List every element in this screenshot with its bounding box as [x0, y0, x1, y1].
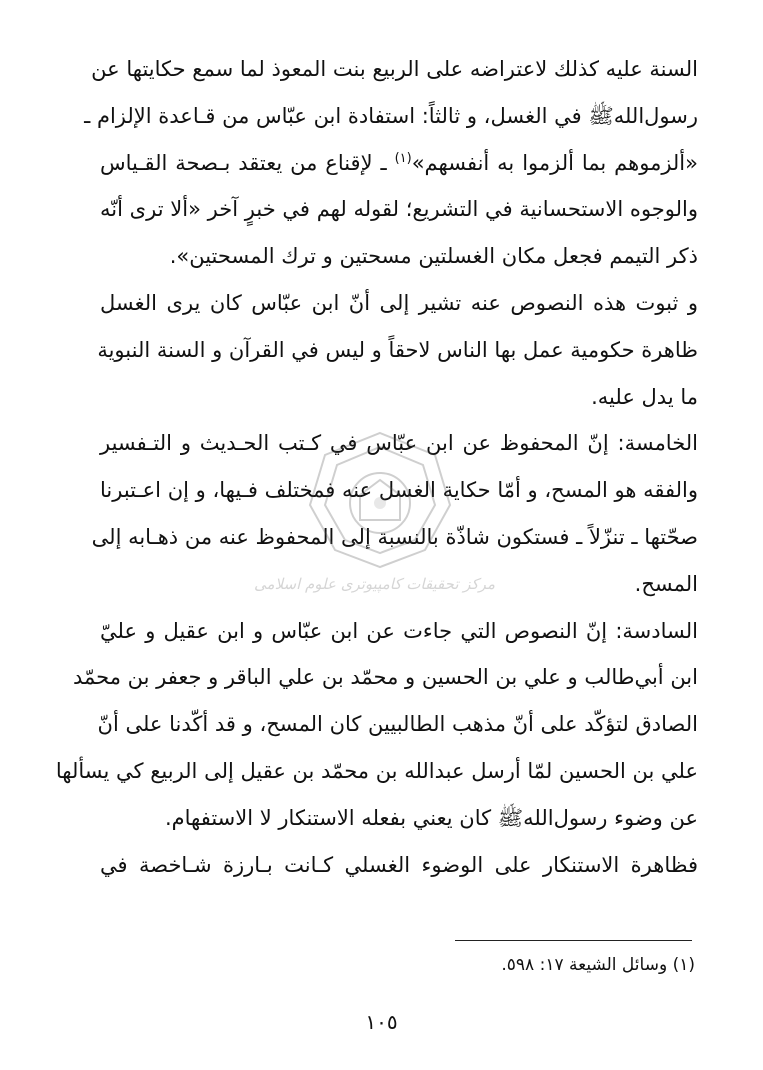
text-line: السنة عليه كذلك لاعتراضه على الربيع بنت المعوذ لما سمع حكايتها عن	[91, 57, 698, 81]
text-line: المسح.	[634, 571, 698, 596]
text-line: رسول‌اللهﷺ في الغسل، و ثالثاً: استفادة ابن عبّاس من قـاعدة الإلزام ـ	[84, 103, 698, 128]
paragraph-2	[97, 280, 698, 420]
text-line	[100, 140, 698, 187]
text-line-rest: ـ لإقناع من يعتقد بـصحة القـياس	[100, 150, 395, 175]
text-line: علي بن الحسين لمّا أرسل عبدالله بن محمّد بن عقيل إلى الربيع كي يسألها	[55, 758, 698, 783]
page-number: ١٠٥	[365, 1010, 398, 1034]
paragraph-3	[91, 420, 698, 607]
text-line: ذكر التيمم فجعل مكان الغسلتين مسحتين و ترك المسحتين».	[169, 244, 698, 269]
paragraph-1	[84, 46, 698, 280]
text-line: الخامسة: إنّ المحفوظ عن ابن عبّاس في كـتب الحـديث و التـفسير	[100, 431, 698, 456]
main-text	[55, 46, 698, 888]
text-line: و ثبوت هذه النصوص عنه تشير إلى أنّ ابن عبّاس كان يرى الغسل	[100, 290, 698, 315]
quoted-maxim: «ألزموهم بما ألزموا به أنفسهم»	[411, 150, 698, 175]
text-line: الصادق لتؤكّد على أنّ مذهب الطالبيين كان المسح، و قد أكّدنا على أنّ	[97, 712, 698, 737]
text-line: السادسة: إنّ النصوص التي جاءت عن ابن عبّاس و ابن عقيل و عليّ	[100, 618, 698, 643]
watermark-caption: مرکز تحقیقات کامپیوتری علوم اسلامی	[254, 575, 495, 593]
text-line: عن وضوء رسول‌اللهﷺ كان يعني بفعله الاستنكار لا الاستفهام.	[164, 805, 698, 830]
footnote: (١) وسائل الشيعة ١٧: ٥٩٨.	[501, 955, 695, 975]
footnote-marker: (١)	[394, 150, 412, 166]
footnote-divider	[455, 940, 692, 941]
text-line: ما يدل عليه.	[591, 384, 698, 409]
text-line: ابن أبي‌طالب و علي بن الحسين و محمّد بن علي الباقر و جعفر بن محمّد	[72, 665, 698, 690]
text-line: والوجوه الاستحسانية في التشريع؛ لقوله لهم في خبرٍ آخر «ألا ترى أنّه	[100, 197, 698, 222]
paragraph-5	[100, 842, 698, 889]
text-line: فظاهرة الاستنكار على الوضوء الغسلي كـانت بـارزة شـاخصة في	[100, 852, 698, 877]
text-line: ظاهرة حكومية عمل بها الناس لاحقاً و ليس في القرآن و السنة النبوية	[97, 337, 698, 362]
text-line: صحّتها ـ تنزّلاً ـ فستكون شاذّة بالنسبة إلى المحفوظ عنه من ذهـابه إلى	[91, 524, 698, 549]
text-line: والفقه هو المسح، و أمّا حكاية الغسل عنه فمختلف فـيها، و إن اعـتبرنا	[100, 478, 698, 503]
paragraph-4	[55, 608, 698, 842]
